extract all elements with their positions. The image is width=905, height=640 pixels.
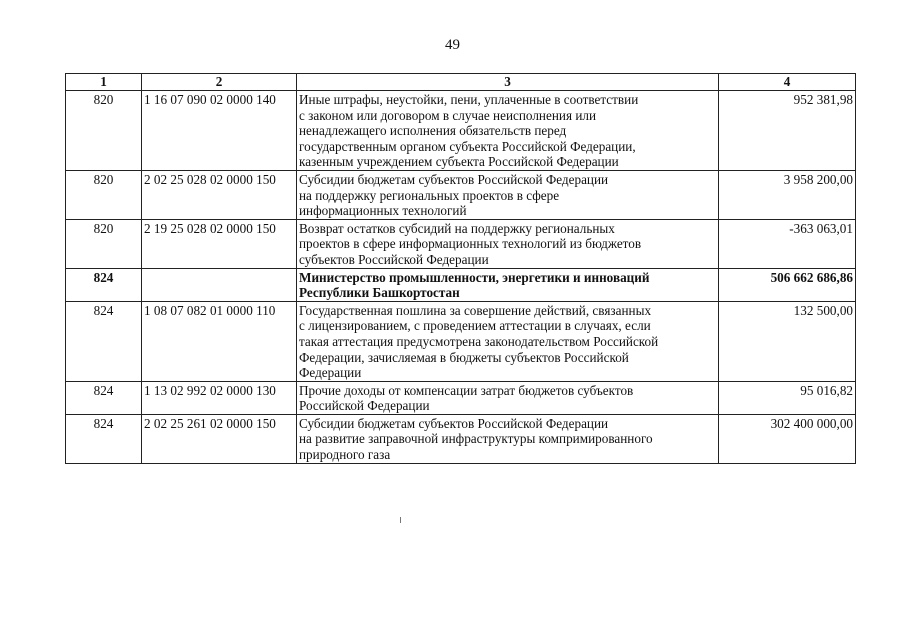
revenue-code-cell: 1 16 07 090 02 0000 140 bbox=[142, 91, 297, 171]
column-header-admin-code: 1 bbox=[66, 74, 142, 91]
description-cell bbox=[297, 219, 719, 268]
revenue-table bbox=[65, 73, 856, 464]
description-line: с законом или договором в случае неисполнения или bbox=[299, 107, 597, 123]
amount-cell: 95 016,82 bbox=[719, 381, 856, 414]
admin-code-cell: 824 bbox=[66, 268, 142, 301]
description-cell bbox=[297, 381, 719, 414]
description-cell bbox=[297, 414, 719, 463]
amount-cell: 952 381,98 bbox=[719, 91, 856, 171]
table-row bbox=[66, 381, 856, 414]
column-header-amount: 4 bbox=[719, 74, 856, 91]
description-line: такая аттестация предусмотрена законодательством Российской bbox=[299, 333, 659, 349]
description-cell bbox=[297, 268, 719, 301]
admin-code-cell: 824 bbox=[66, 301, 142, 381]
amount-cell: 132 500,00 bbox=[719, 301, 856, 381]
admin-code-cell: 820 bbox=[66, 219, 142, 268]
description-line: на поддержку региональных проектов в сфере bbox=[299, 187, 560, 203]
description-line: ненадлежащего исполнения обязательств перед bbox=[299, 123, 567, 139]
table-header-row bbox=[66, 74, 856, 91]
table-body bbox=[66, 91, 856, 464]
table-row bbox=[66, 414, 856, 463]
admin-code-cell: 824 bbox=[66, 414, 142, 463]
description-cell bbox=[297, 170, 719, 219]
description-line: проектов в сфере информационных технологий из бюджетов bbox=[299, 236, 642, 252]
revenue-code-cell: 1 08 07 082 01 0000 110 bbox=[142, 301, 297, 381]
description-line: Возврат остатков субсидий на поддержку региональных bbox=[299, 220, 615, 236]
table-row bbox=[66, 301, 856, 381]
description-line: казенным учреждением субъекта Российской Федерации bbox=[299, 154, 619, 170]
column-header-description: 3 bbox=[297, 74, 719, 91]
table-row bbox=[66, 219, 856, 268]
description-line: государственным органом субъекта Российской Федерации, bbox=[299, 138, 636, 154]
table-row bbox=[66, 91, 856, 171]
description-line: с лицензированием, с проведением аттестации в случаях, если bbox=[299, 318, 651, 334]
revenue-code-cell: 2 19 25 028 02 0000 150 bbox=[142, 219, 297, 268]
amount-cell: 3 958 200,00 bbox=[719, 170, 856, 219]
table-row bbox=[66, 268, 856, 301]
description-line: Министерство промышленности, энергетики и инноваций bbox=[299, 269, 650, 285]
description-cell bbox=[297, 301, 719, 381]
revenue-code-cell bbox=[142, 268, 297, 301]
description-line: Федерации, зачисляемая в бюджеты субъектов Российской bbox=[299, 349, 629, 365]
description-line: Федерации bbox=[299, 365, 362, 381]
description-line: Государственная пошлина за совершение действий, связанных bbox=[299, 302, 652, 318]
page-number: 49 bbox=[445, 37, 460, 53]
description-line: информационных технологий bbox=[299, 203, 467, 219]
column-header-revenue-code: 2 bbox=[142, 74, 297, 91]
description-line: субъектов Российской Федерации bbox=[299, 251, 489, 267]
description-cell bbox=[297, 91, 719, 171]
revenue-code-cell: 2 02 25 261 02 0000 150 bbox=[142, 414, 297, 463]
description-line: Иные штрафы, неустойки, пени, уплаченные в соответствии bbox=[299, 92, 639, 107]
admin-code-cell: 820 bbox=[66, 91, 142, 171]
description-line: Республики Башкортостан bbox=[299, 285, 460, 301]
amount-cell: -363 063,01 bbox=[719, 219, 856, 268]
revenue-code-cell: 2 02 25 028 02 0000 150 bbox=[142, 170, 297, 219]
description-line: природного газа bbox=[299, 447, 391, 463]
description-line: на развитие заправочной инфраструктуры компримированного bbox=[299, 431, 653, 447]
description-line: Прочие доходы от компенсации затрат бюджетов субъектов bbox=[299, 382, 634, 398]
admin-code-cell: 820 bbox=[66, 170, 142, 219]
amount-cell: 506 662 686,86 bbox=[719, 268, 856, 301]
description-line: Российской Федерации bbox=[299, 398, 430, 414]
scan-mark bbox=[400, 517, 401, 523]
description-line: Субсидии бюджетам субъектов Российской Федерации bbox=[299, 415, 609, 431]
description-line: Субсидии бюджетам субъектов Российской Федерации bbox=[299, 171, 609, 187]
admin-code-cell: 824 bbox=[66, 381, 142, 414]
amount-cell: 302 400 000,00 bbox=[719, 414, 856, 463]
revenue-code-cell: 1 13 02 992 02 0000 130 bbox=[142, 381, 297, 414]
table-row bbox=[66, 170, 856, 219]
